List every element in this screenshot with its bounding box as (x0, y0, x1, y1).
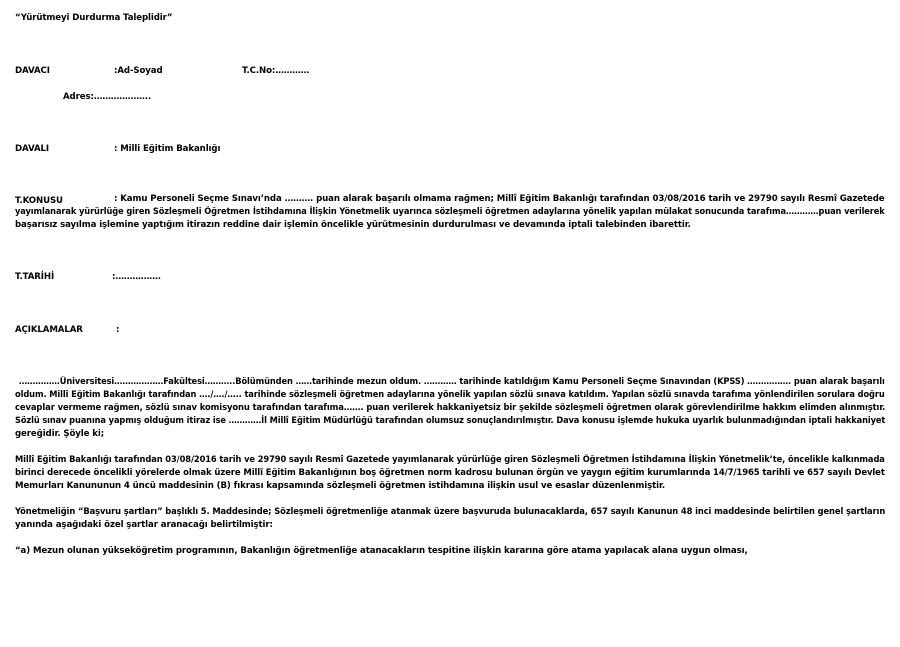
paragraph-line: Sözlü sınav puanına yapmış olduğum itiraz ise …………İl Millî Eğitim Müdürlüğü tarafından olumsuz sonuçlandırılmıştır. Dava konusu işlemde hukuka uyarlık bulunmadığından iptali hakkaniyet (15, 416, 886, 426)
konu-line: yayımlanarak yürürlüğe giren Sözleşmeli Öğretmen İstihdamına İlişkin Yönetmelik uyarınca sözleşmeli öğretmen adaylarına yönelik yapılan mülakat sonucunda tarafıma…………puan verilerek (15, 207, 885, 217)
paragraph-line: gereğidir. Şöyle ki; (15, 429, 105, 439)
tarih-value: :……………. (112, 272, 161, 282)
aciklamalar-paragraph-3 (15, 506, 885, 532)
davaci-address-field: Adres:……………….. (63, 92, 152, 102)
tarih-label: T.TARİHİ (15, 272, 55, 282)
davaci-label: DAVACI (15, 66, 50, 76)
paragraph-line: Yönetmeliğin “Başvuru şartları” başlıklı 5. Maddesinde; Sözleşmeli öğretmenliğe atanmak üzere başvuruda bulunacaklarda, 657 sayılı Kanunun 48 inci maddesinde belirtilen genel şartların (15, 507, 886, 517)
aciklamalar-paragraph-1 (15, 376, 885, 441)
paragraph-line: Millî Eğitim Bakanlığı tarafından 03/08/2016 tarih ve 29790 sayılı Resmî Gazetede yayımlanarak yürürlüğe giren Sözleşmeli Öğretmen İstihdamına İlişkin Yönetmelik’te, öncelikle kalkınmada (15, 455, 885, 465)
document-title: “Yürütmeyi Durdurma Taleplidir” (15, 13, 173, 23)
konu-line: : Kamu Personeli Seçme Sınavı’nda ………. puan alarak başarılı olmama rağmen; Millî Eğitim Bakanlığı tarafından 03/08/2016 tarih ve 29790 sayılı Resmî Gazetede (114, 194, 885, 204)
paragraph-line: “a) Mezun olunan yükseköğretim programının, Bakanlığın öğretmenliğe atanacakların tespitine ilişkin kararına göre atama yapılacak alana uygun olması, (15, 546, 748, 556)
aciklamalar-label: AÇIKLAMALAR (15, 325, 83, 335)
aciklamalar-colon: : (116, 325, 120, 335)
davaci-name-field: :Ad-Soyad (114, 66, 163, 76)
paragraph-line: oldum. Millî Eğitim Bakanlığı tarafından …./…./….. tarihinde sözleşmeli öğretmen adaylarına yönelik yapılan sözlü sınava katıldım. Yapılan sözlü sınavda tarafıma yönlendirilen sorulara doğru (15, 390, 885, 400)
paragraph-line: birinci derecede öncelikli yörelerde olmak üzere Millî Eğitim Bakanlığının boş öğretmen norm kadrosu bulunan örgün ve yaygın eğitim kurumlarında 14/7/1965 tarihli ve 657 sayılı Devlet (15, 468, 885, 478)
paragraph-line: yanında aşağıdaki özel şartlar aranacağı belirtilmiştir: (15, 520, 273, 530)
konu-label: T.KONUSU (15, 196, 63, 206)
aciklamalar-paragraph-4 (15, 545, 885, 558)
davaci-tc-field: T.C.No:………… (242, 66, 310, 76)
konu-text (15, 193, 885, 232)
davali-value: : Milli Eğitim Bakanlığı (114, 144, 221, 154)
konu-line: başarısız sayılma işlemine yaptığım itirazın reddine dair işlemin öncelikle yürütmesinin durdurulması ve devamında iptali talebinden ibarettir. (15, 220, 691, 230)
paragraph-line: ……………Üniversitesi………………Fakültesi………..Bölümünden ……tarihinde mezun oldum. ………… tarihinde katıldığım Kamu Personeli Seçme Sınavından (KPSS) ……………. puan alarak başarılı (18, 377, 885, 387)
paragraph-line: Memurları Kanununun 4 üncü maddesinin (B) fıkrası kapsamında sözleşmeli öğretmen istihdamına ilişkin usul ve esaslar düzenlenmiştir. (15, 481, 666, 491)
paragraph-line: cevaplar vermeme rağmen, sözlü sınav komisyonu tarafından tarafıma……. puan verilerek hakkaniyetsiz bir şekilde sözleşmeli öğretmen olarak görevlendirilme hakkım elimden alınmıştır. (15, 403, 886, 413)
davali-label: DAVALI (15, 144, 49, 154)
aciklamalar-paragraph-2 (15, 454, 885, 493)
